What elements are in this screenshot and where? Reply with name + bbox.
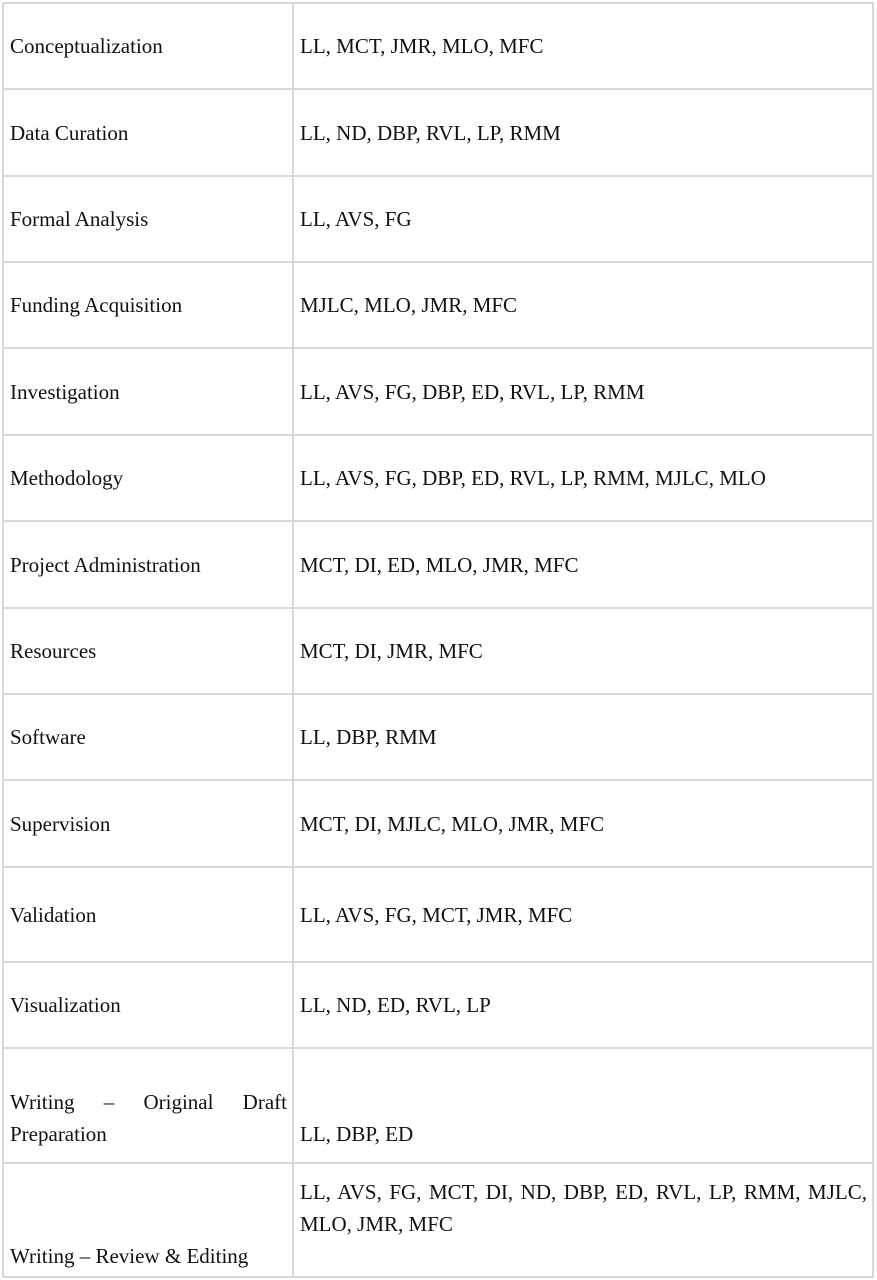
authors-label: MCT, DI, MJLC, MLO, JMR, MFC <box>300 811 605 836</box>
authors-cell <box>294 1164 872 1278</box>
role-label: Visualization <box>10 993 121 1017</box>
table-row <box>4 609 872 695</box>
authors-cell <box>294 868 872 961</box>
authors-cell <box>294 349 872 434</box>
table-row <box>4 4 872 90</box>
role-cell <box>4 263 294 347</box>
authors-cell <box>294 90 872 175</box>
authors-cell <box>294 177 872 261</box>
table-row <box>4 781 872 868</box>
table-row <box>4 1164 872 1278</box>
role-label: Methodology <box>10 466 124 490</box>
authors-cell <box>294 263 872 347</box>
role-label: Formal Analysis <box>10 207 149 231</box>
role-label: Writing – Review & Editing <box>10 1244 249 1268</box>
table-row <box>4 177 872 263</box>
authors-cell <box>294 436 872 520</box>
authors-cell <box>294 1049 872 1162</box>
role-label: Investigation <box>10 379 120 404</box>
authors-label: LL, AVS, FG, DBP, ED, RVL, LP, RMM, MJLC, MLO <box>300 466 766 490</box>
role-label: Resources <box>10 639 97 663</box>
authors-cell <box>294 522 872 607</box>
role-label: Funding Acquisition <box>10 293 183 317</box>
table-row <box>4 90 872 177</box>
role-cell <box>4 609 294 693</box>
authors-label: LL, ND, DBP, RVL, LP, RMM <box>300 120 561 145</box>
authors-label: LL, ND, ED, RVL, LP <box>300 993 491 1017</box>
role-label: Conceptualization <box>10 34 163 58</box>
authors-label: MCT, DI, ED, MLO, JMR, MFC <box>300 552 579 577</box>
role-cell <box>4 963 294 1047</box>
authors-label: LL, AVS, FG, MCT, DI, ND, DBP, ED, RVL, LP, RMM, MJLC, MLO, JMR, MFC <box>300 1180 867 1236</box>
authors-label: MCT, DI, JMR, MFC <box>300 639 483 663</box>
role-cell <box>4 1049 294 1162</box>
role-label: Writing – Original Draft Preparation <box>10 1090 287 1146</box>
role-cell <box>4 349 294 434</box>
authors-label: LL, AVS, FG <box>300 207 412 231</box>
role-cell <box>4 177 294 261</box>
authors-cell <box>294 695 872 779</box>
table-row <box>4 349 872 436</box>
table-row <box>4 963 872 1049</box>
table-row <box>4 522 872 609</box>
role-cell <box>4 90 294 175</box>
authors-cell <box>294 609 872 693</box>
role-cell <box>4 436 294 520</box>
role-cell <box>4 4 294 88</box>
role-label: Project Administration <box>10 552 201 577</box>
table-row <box>4 868 872 963</box>
role-cell <box>4 522 294 607</box>
table-row <box>4 1049 872 1164</box>
role-cell <box>4 781 294 866</box>
role-label: Supervision <box>10 811 111 836</box>
authors-cell <box>294 963 872 1047</box>
role-label: Data Curation <box>10 120 129 145</box>
table-row <box>4 695 872 781</box>
role-label: Software <box>10 725 86 749</box>
authors-label: LL, DBP, ED <box>300 1122 414 1146</box>
authors-label: LL, DBP, RMM <box>300 725 437 749</box>
authors-label: LL, AVS, FG, MCT, JMR, MFC <box>300 902 573 927</box>
authors-label: LL, MCT, JMR, MLO, MFC <box>300 34 544 58</box>
role-cell <box>4 1164 294 1278</box>
authors-cell <box>294 781 872 866</box>
authors-cell <box>294 4 872 88</box>
role-cell <box>4 868 294 961</box>
table-row <box>4 436 872 522</box>
authors-label: MJLC, MLO, JMR, MFC <box>300 293 518 317</box>
authors-label: LL, AVS, FG, DBP, ED, RVL, LP, RMM <box>300 379 645 404</box>
role-cell <box>4 695 294 779</box>
author-contributions-table <box>2 2 874 1278</box>
role-label: Validation <box>10 902 97 927</box>
table-row <box>4 263 872 349</box>
